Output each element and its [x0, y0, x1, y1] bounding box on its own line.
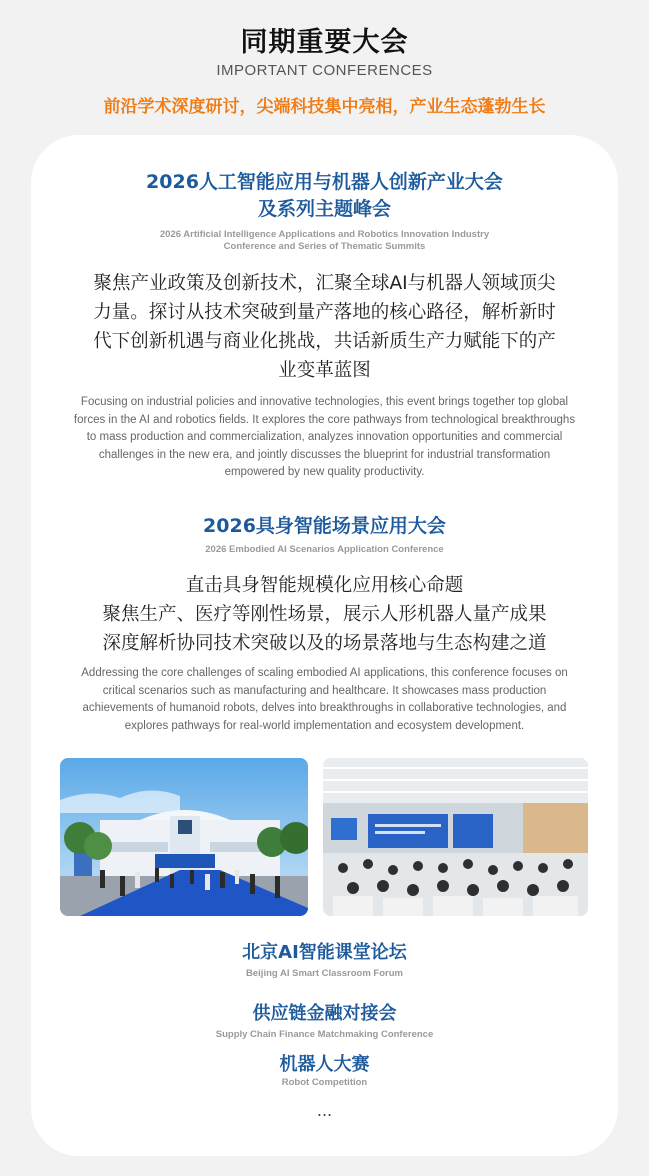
desc-en-line: Focusing on industrial policies and innovative technologies, this event brings together top global	[80, 396, 569, 408]
conference1-title-line1: 2026人工智能应用与机器人创新产业大会	[146, 171, 503, 193]
desc-en-line: to mass production and commercialization, analyzes innovation opportunities and commercial	[86, 431, 563, 443]
conference1-subtitle-en-line2: Conference and Series of Thematic Summits	[223, 241, 426, 252]
desc-en-line: empowered by new quality productivity.	[224, 466, 425, 478]
desc-en-line: Addressing the core challenges of scaling embodied AI applications, this conference focuses on	[81, 667, 568, 679]
event-title-supply-chain-finance: 供应链金融对接会	[252, 1003, 397, 1024]
desc-en-line: challenges in the new era, and jointly discusses the blueprint for industrial transformation	[98, 448, 551, 461]
conference2-title: 2026具身智能场景应用大会	[203, 515, 446, 537]
desc-en-line: achievements of humanoid robots, delves into breakthroughs in collaborative technologies, and	[82, 702, 567, 714]
event-title-robot-competition: 机器人大赛	[279, 1054, 370, 1075]
desc-cn-line: 力量。探讨从技术突破到量产落地的核心路径，解析新时	[93, 302, 556, 323]
desc-en-line: critical scenarios such as manufacturing and healthcare. It showcases mass production	[102, 684, 547, 697]
conference-hall-photo	[323, 758, 588, 916]
desc-cn-line: 聚焦产业政策及创新技术，汇聚全球AI与机器人领域顶尖	[93, 273, 556, 294]
conference1-title-line2: 及系列主题峰会	[257, 198, 391, 220]
event-subtitle-beijing-ai-forum: Beijing AI Smart Classroom Forum	[246, 968, 403, 979]
venue-exterior-photo	[60, 758, 308, 916]
desc-en-line: explores pathways for real-world implementation and ecosystem development.	[124, 719, 525, 732]
tagline: 前沿学术深度研讨，尖端科技集中亮相，产业生态蓬勃生长	[103, 97, 546, 117]
conference-card	[31, 135, 618, 1156]
desc-cn-line: 直击具身智能规模化应用核心命题	[185, 575, 464, 596]
event-subtitle-supply-chain-finance: Supply Chain Finance Matchmaking Conference	[215, 1029, 434, 1040]
conference2-description-cn	[31, 571, 618, 658]
more-ellipsis: ...	[316, 1101, 333, 1120]
desc-cn-line: 代下创新机遇与商业化挑战，共话新质生产力赋能下的产	[93, 331, 556, 352]
event-title-beijing-ai-forum: 北京AI智能课堂论坛	[242, 942, 407, 963]
desc-en-line: forces in the AI and robotics fields. It explores the core pathways from technological breakthroughs	[73, 413, 576, 426]
desc-cn-line: 聚焦生产、医疗等刚性场景，展示人形机器人量产成果	[102, 604, 547, 625]
conference2-description-en	[31, 665, 618, 735]
desc-cn-line: 深度解析协同技术突破以及的场景落地与生态构建之道	[102, 633, 547, 654]
conference1-subtitle-en-line1: 2026 Artificial Intelligence Applications and Robotics Innovation Industry	[159, 229, 490, 240]
event-subtitle-robot-competition: Robot Competition	[281, 1077, 368, 1088]
conference1-description-cn	[31, 269, 618, 385]
conference1-description-en	[31, 394, 618, 482]
desc-cn-line: 业变革蓝图	[278, 360, 371, 381]
page-title: 同期重要大会	[240, 27, 409, 58]
page-title-en: IMPORTANT CONFERENCES	[216, 62, 433, 79]
conference2-subtitle-en: 2026 Embodied AI Scenarios Application Conference	[205, 544, 444, 555]
